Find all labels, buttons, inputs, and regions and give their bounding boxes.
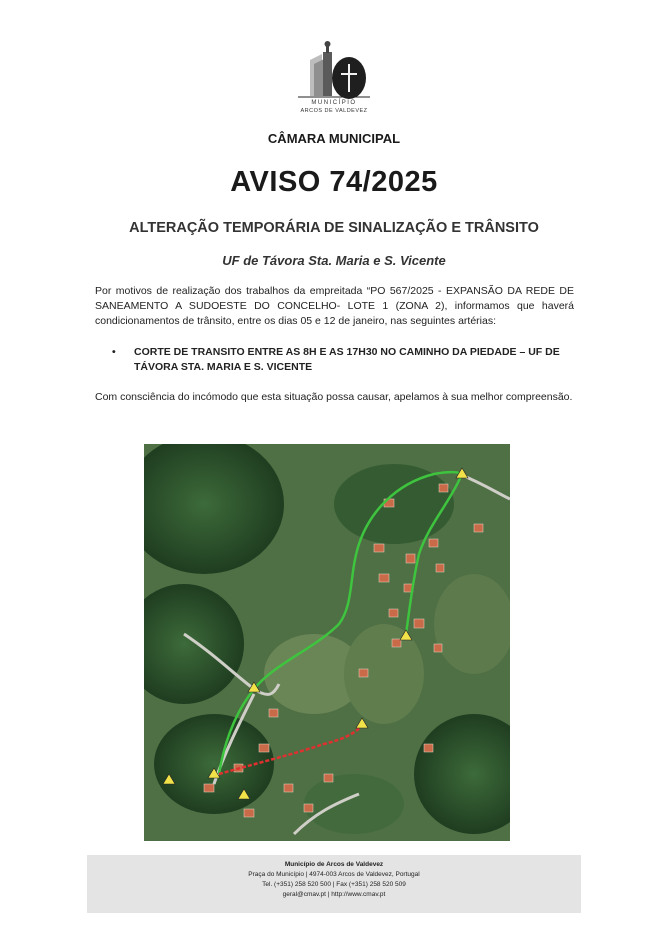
coat-of-arms-icon [296, 38, 372, 100]
footer-contact [87, 855, 581, 913]
logo-text-municipio: MUNICÍPIO [311, 100, 357, 106]
municipality-logo [296, 38, 372, 122]
logo-text-arcos: ARCOS DE VALDEVEZ [300, 108, 368, 114]
bullet-text: CORTE DE TRANSITO ENTRE AS 8H E AS 17H30 NO CAMINHO DA PIEDADE – UF DE TÁVORA STA. MARIA E S. VICENTE [134, 346, 560, 373]
notice-title: AVISO 74/2025 [230, 166, 438, 198]
bullet-icon: • [112, 346, 116, 358]
notice-subtitle: ALTERAÇÃO TEMPORÁRIA DE SINALIZAÇÃO E TRÂNSITO [129, 220, 539, 236]
intro-paragraph: Por motivos de realização dos trabalhos da empreitada “PO 567/2025 - EXPANSÃO DA REDE DE SANEAMENTO A SUDOESTE DO CONCELHO- LOTE 1 (ZONA 2), informamos que haverá condicionamentos de trânsito, entre os dias 05 e 12 de janeiro, nas seguintes artérias: [95, 285, 574, 327]
aerial-map [144, 444, 510, 841]
footer-municipality: Município de Arcos de Valdevez [284, 861, 384, 868]
footer-contact-links[interactable]: geral@cmav.pt | http://www.cmav.pt [282, 891, 386, 898]
closing-paragraph: Com consciência do incómodo que esta situação possa causar, apelamos à sua melhor compreensão. [95, 391, 573, 403]
parish-name: UF de Távora Sta. Maria e S. Vicente [222, 253, 446, 268]
footer-address: Praça do Município | 4974-003 Arcos de Valdevez, Portugal [248, 871, 420, 878]
organization-name: CÂMARA MUNICIPAL [267, 131, 401, 146]
footer-phone: Tel. (+351) 258 520 500 | Fax (+351) 258 520 509 [262, 881, 406, 888]
